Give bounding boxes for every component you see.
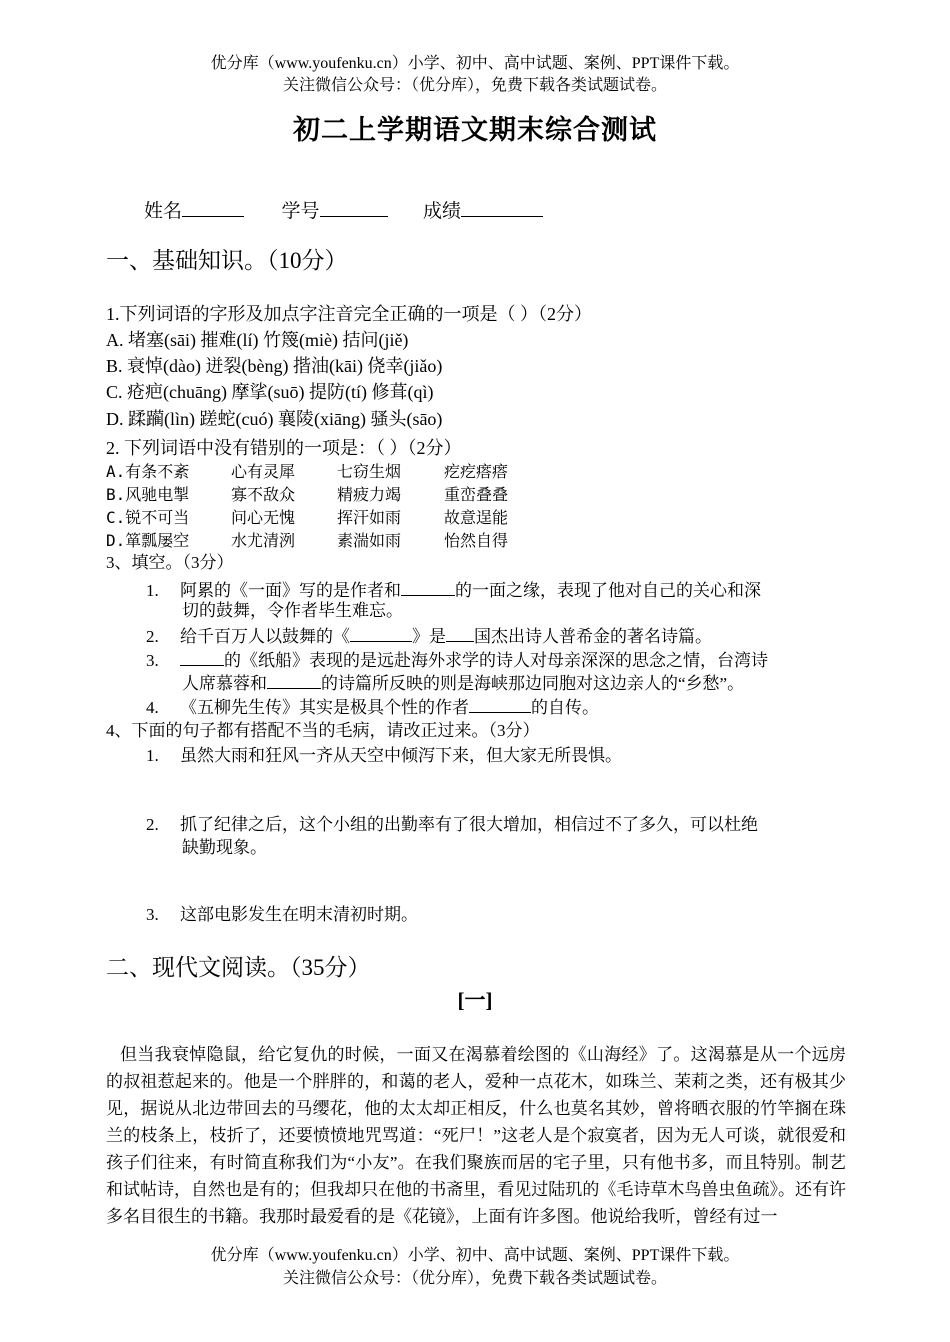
q1-option-a: A. 堵塞(sāi) 摧难(lí) 竹篾(miè) 拮问(jiě) xyxy=(106,330,409,350)
footer-line-2: 关注微信公众号：（优分库），免费下载各类试题试卷。 xyxy=(282,1270,667,1287)
q4-stem: 4、下面的句子都有搭配不当的毛病，请改正过来。（3分） xyxy=(106,721,540,740)
name-label: 姓名 xyxy=(144,201,183,222)
q2-option-a: A.有条不紊 心有灵犀 七窃生烟 疙疙瘩瘩 xyxy=(106,462,509,481)
q3-blank-6[interactable] xyxy=(469,693,531,713)
score-label: 成绩 xyxy=(423,201,462,222)
id-blank[interactable] xyxy=(320,197,388,217)
q2-option-d: D.箪瓢屡空 水尤清洌 素湍如雨 怡然自得 xyxy=(106,531,509,550)
name-blank[interactable] xyxy=(182,197,244,217)
q1-option-c: C. 疮疤(chuāng) 摩挲(suō) 提防(tí) 修葺(qì) xyxy=(106,382,434,402)
q2-option-b: B.风驰电掣 寡不敌众 精疲力竭 重峦叠叠 xyxy=(106,485,509,504)
q3-item-4: 4. 《五柳先生传》其实是极具个性的作者 的自传。 xyxy=(146,693,599,719)
q3-item-1-cont: 切的鼓舞，令作者毕生难忘。 xyxy=(182,601,403,620)
q3-item-3: 3. 的《纸船》表现的是远赴海外求学的诗人对母亲深深的思念之情，台湾诗 xyxy=(146,646,768,672)
header-line-1: 优分库（www.youfenku.cn）小学、初中、高中试题、案例、PPT课件下载。 xyxy=(210,55,740,72)
score-blank[interactable] xyxy=(461,197,543,217)
q1-stem: 1.下列词语的字形及加点字注音完全正确的一项是（ ）（2分） xyxy=(106,304,592,324)
q2-option-c: C.锐不可当 问心无愧 挥汗如雨 故意逞能 xyxy=(106,508,509,527)
reading-paragraph: 但当我衰悼隐鼠，给它复仇的时候，一面又在渴慕着绘图的《山海经》了。这渴慕是从一个远房的叔祖惹起来的。他是一个胖胖的，和蔼的老人，爱种一点花木，如珠兰、茉莉之类，还有极其少见，据说从北边带回去的马缨花，他的太太却正相反，什么也莫名其妙，曾将晒衣服的竹竿搁在珠兰的枝条上，枝折了，还要愤愤地咒骂道：“死尸！”这老人是个寂寞者，因为无人可谈，就很爱和孩子们往来，有时简直称我们为“小友”。在我们聚族而居的宅子里，只有他书多，而且特别。制艺和试帖诗，自然也是有的；但我却只在他的书斋里，看见过陆玑的《毛诗草木鸟兽虫鱼疏》。还有许多名目很生的书籍。我那时最爱看的是《花镜》，上面有许多图。他说给我听，曾经有过一 xyxy=(106,1045,846,1226)
q3-item-1: 1. 阿累的《一面》写的是作者和 的一面之缘，表现了他对自己的关心和深 xyxy=(146,576,761,602)
q4-item-1: 1. 虽然大雨和狂风一齐从天空中倾泻下来，但大家无所畏惧。 xyxy=(146,746,622,765)
header-line-2: 关注微信公众号：（优分库），免费下载各类试题试卷。 xyxy=(282,77,667,94)
q2-stem: 2. 下列词语中没有错别的一项是：（ ）（2分） xyxy=(106,438,462,458)
page-title: 初二上学期语文期末综合测试 xyxy=(293,115,657,145)
q3-blank-5[interactable] xyxy=(267,669,321,689)
q1-option-b: B. 衰悼(dào) 迸裂(bèng) 揩油(kāi) 侥幸(jiǎo) xyxy=(106,356,443,376)
section2-heading: 二、现代文阅读。（35分） xyxy=(106,955,371,980)
q4-item-2: 2. 抓了纪律之后，这个小组的出勤率有了很大增加，相信过不了多久，可以杜绝 xyxy=(146,815,758,834)
section1-heading: 一、基础知识。（10分） xyxy=(106,248,348,273)
q4-item-2-cont: 缺勤现象。 xyxy=(182,838,267,857)
q3-stem: 3、填空。（3分） xyxy=(106,553,234,572)
student-fields xyxy=(144,196,543,223)
section2-subheading: [一] xyxy=(457,988,493,1012)
q4-item-3: 3. 这部电影发生在明末清初时期。 xyxy=(146,905,418,924)
q3-item-2: 2. 给千百万人以鼓舞的《 》是 国杰出诗人普希金的著名诗篇。 xyxy=(146,622,712,648)
q3-blank-1[interactable] xyxy=(401,576,455,596)
id-label: 学号 xyxy=(281,201,320,222)
q3-blank-3[interactable] xyxy=(446,622,474,642)
footer-line-1: 优分库（www.youfenku.cn）小学、初中、高中试题、案例、PPT课件下载。 xyxy=(210,1247,740,1264)
q3-blank-4[interactable] xyxy=(180,646,224,666)
q3-blank-2[interactable] xyxy=(350,622,412,642)
q1-option-d: D. 蹂躏(lìn) 蹉蛇(cuó) 襄陵(xiāng) 骚头(sāo) xyxy=(106,409,443,429)
q3-item-3-cont: 人席慕蓉和 的诗篇所反映的则是海峡那边同胞对这边亲人的“乡愁”。 xyxy=(182,669,744,695)
